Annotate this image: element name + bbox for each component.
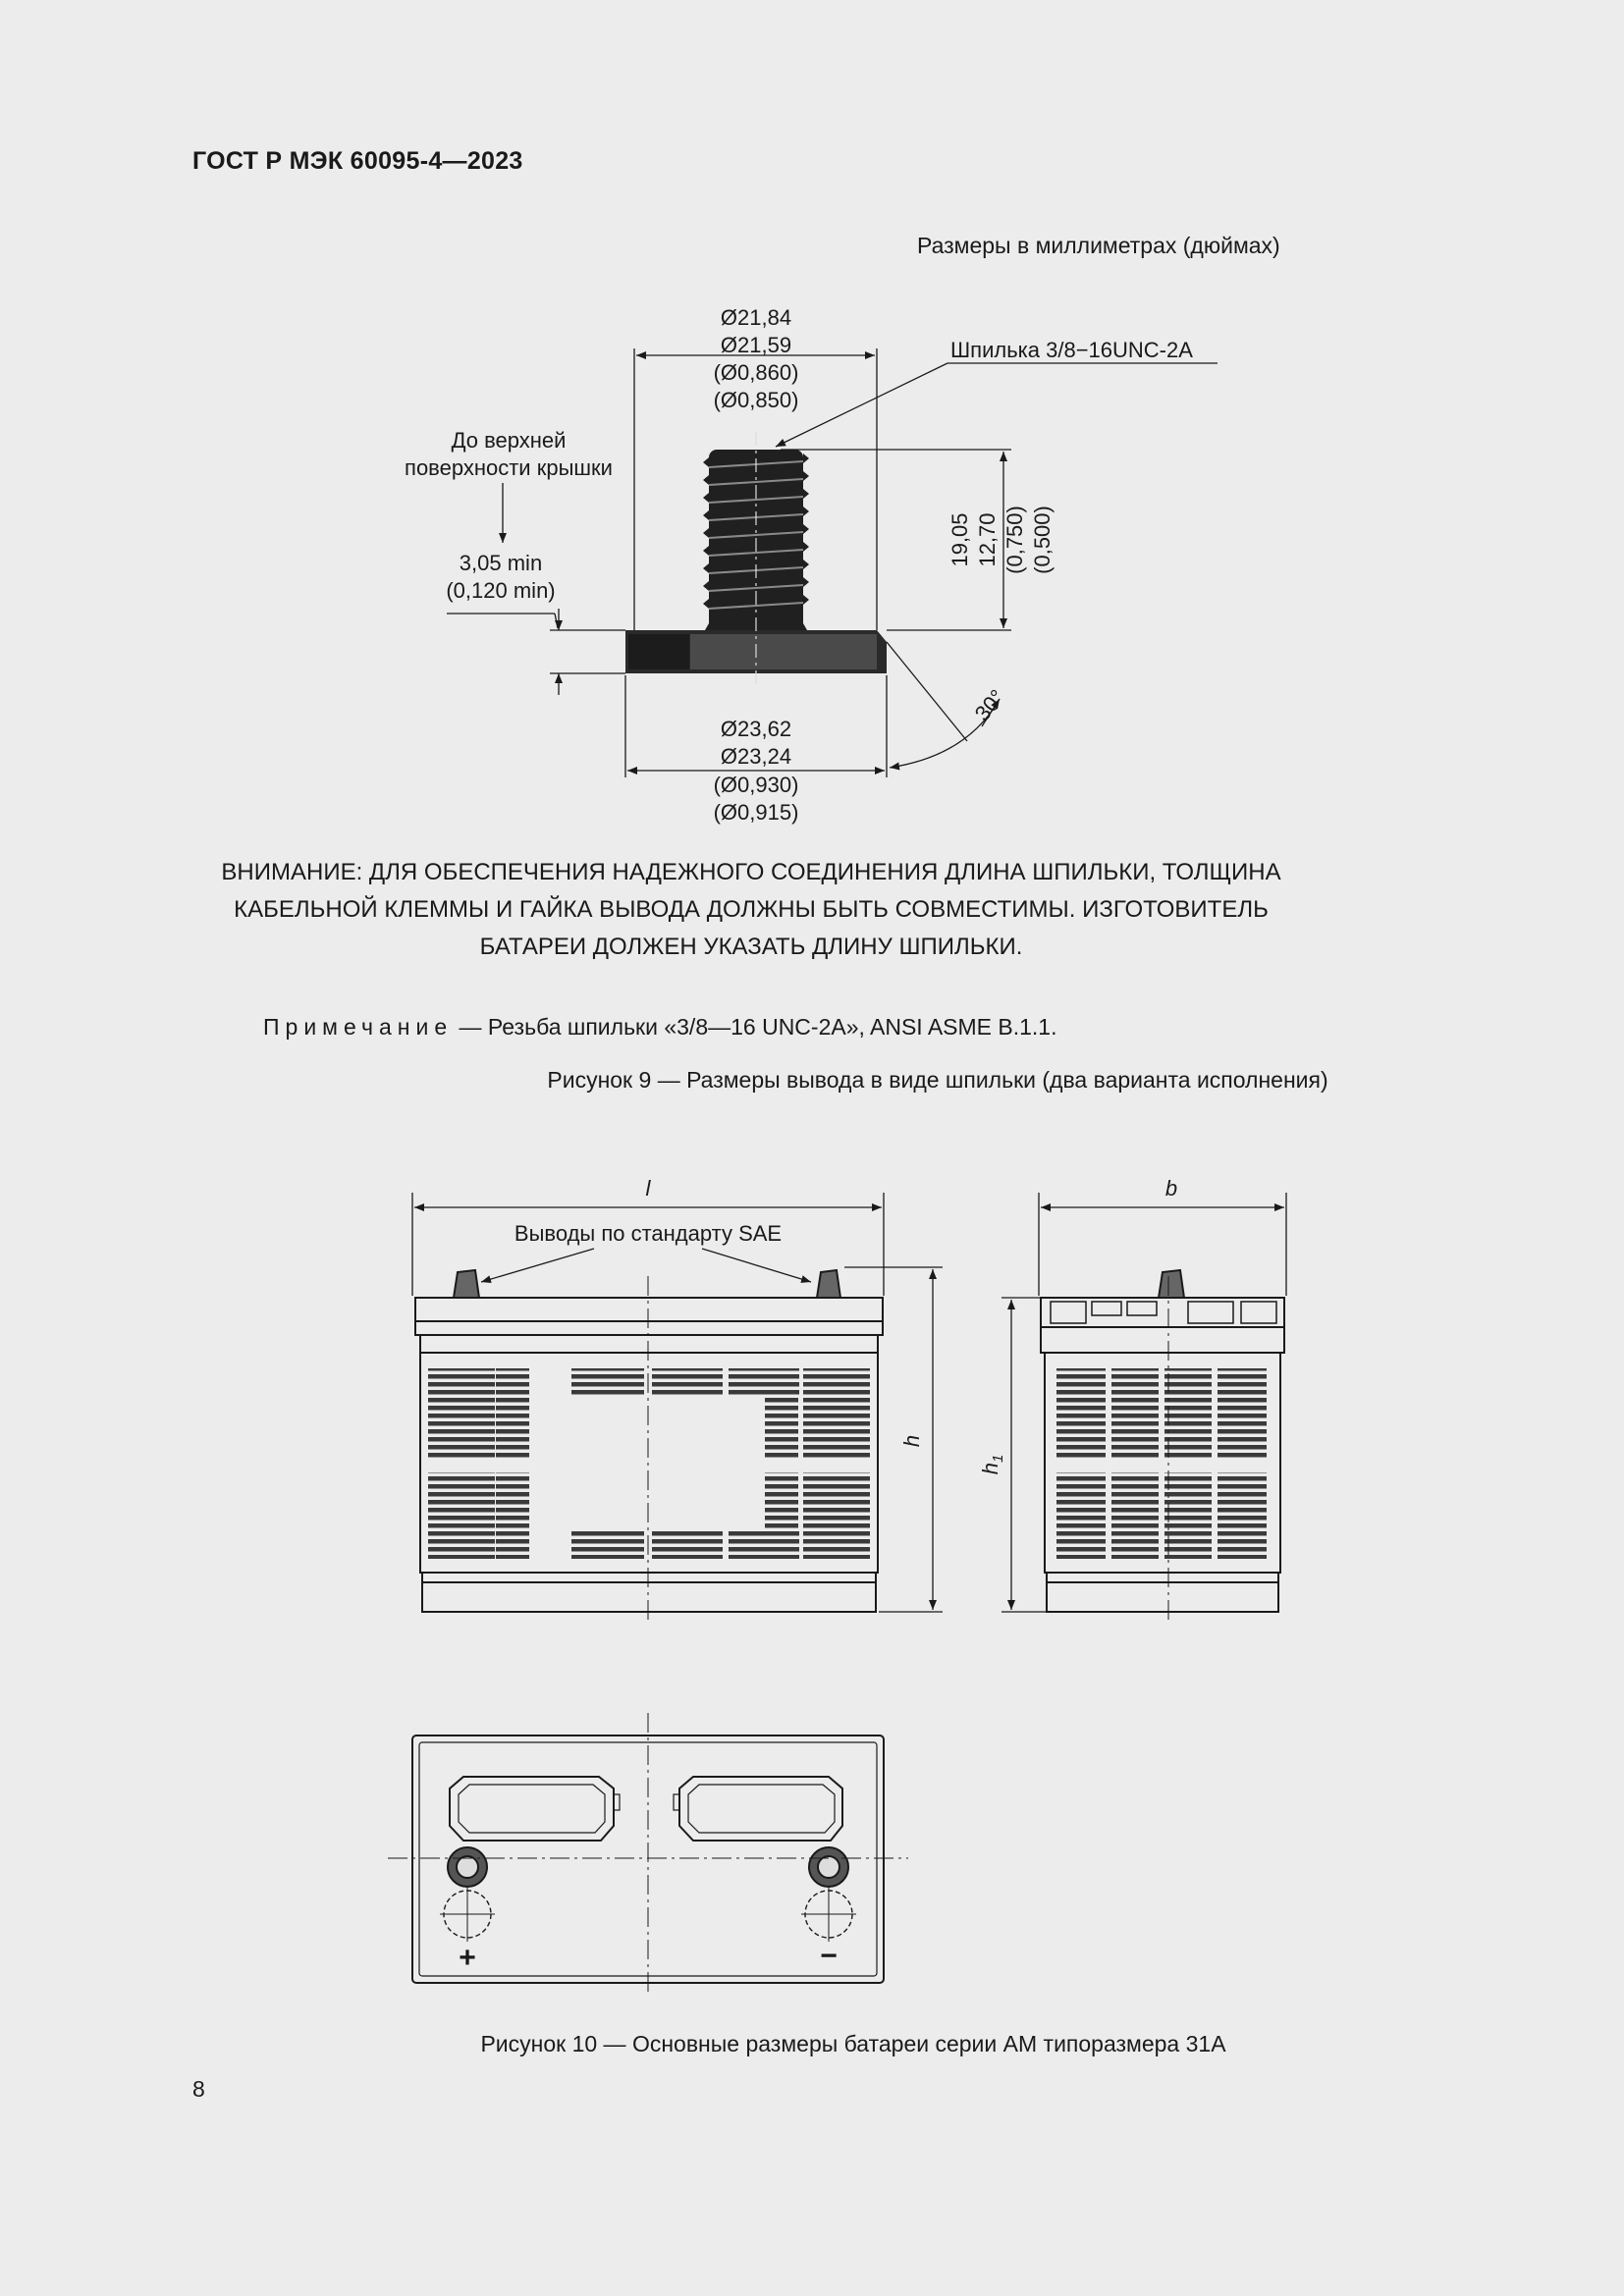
terminals-label: Выводы по стандарту SAE — [514, 1221, 783, 1246]
figure9-caption: Рисунок 9 — Размеры вывода в виде шпильки (два варианта исполнения) — [547, 1067, 1328, 1093]
cover-label-line1: До верхней — [451, 428, 567, 453]
base-diameter-dimension — [625, 675, 887, 825]
top-diameter-3: (Ø0,860) — [713, 360, 799, 385]
figure9-note — [263, 1014, 1056, 1041]
figure10-caption: Рисунок 10 — Основные размеры батареи серии AM типоразмера 31A — [480, 2031, 1226, 2056]
height1-dimension — [978, 1298, 1047, 1612]
height1-subscript: 1 — [990, 1454, 1006, 1464]
page-number: 8 — [192, 2076, 205, 2102]
top-diameter-2: Ø21,59 — [720, 333, 792, 357]
base-diameter-4: (Ø0,915) — [713, 800, 799, 825]
base-diameter-3: (Ø0,930) — [713, 773, 799, 797]
side-vent-pattern — [1056, 1368, 1267, 1559]
document-header: ГОСТ Р МЭК 60095-4—2023 — [192, 147, 523, 175]
units-note: Размеры в миллиметрах (дюймах) — [917, 233, 1280, 258]
base-diameter-2: Ø23,24 — [720, 744, 792, 769]
figure10-drawing — [0, 1158, 1624, 2012]
min-height-line2: (0,120 min) — [446, 578, 556, 603]
figure9-drawing — [0, 0, 1624, 844]
positive-terminal-sign: + — [459, 1942, 476, 1974]
terminal-stud — [625, 432, 887, 687]
stud-label: Шпилька 3/8−16UNC-2A — [950, 338, 1193, 362]
front-vent-pattern — [428, 1368, 870, 1559]
top-diameter-1: Ø21,84 — [720, 305, 792, 330]
angle-label: 30° — [969, 684, 1010, 726]
length-label: l — [645, 1176, 651, 1201]
base-diameter-1: Ø23,62 — [720, 717, 792, 741]
negative-terminal-sign: − — [820, 1940, 838, 1972]
top-diameter-4: (Ø0,850) — [713, 388, 799, 412]
stud-height-in-a: (0,750) — [1002, 506, 1027, 574]
stud-height-mm-a: 19,05 — [947, 512, 972, 567]
stud-leader — [776, 338, 1218, 447]
height-label: h — [899, 1434, 924, 1448]
width-label: b — [1164, 1176, 1178, 1201]
cover-label-line2: поверхности крышки — [405, 455, 613, 480]
note-label: Примечание — [263, 1014, 454, 1040]
warning-text: ВНИМАНИЕ: ДЛЯ ОБЕСПЕЧЕНИЯ НАДЕЖНОГО СОЕДИНЕНИЯ ДЛИНА ШПИЛЬКИ, ТОЛЩИНА КАБЕЛЬНОЙ КЛЕММЫ И ГАЙКА ВЫВОДА ДОЛЖНЫ БЫТЬ СОВМЕСТИМЫ. ИЗГОТОВИТЕЛЬ БАТАРЕИ ДОЛЖЕН УКАЗАТЬ ДЛИНУ ШПИЛЬКИ. — [221, 859, 1281, 960]
height1-label: $h_1$ — [978, 1454, 1006, 1475]
min-height-line1: 3,05 min — [459, 551, 543, 575]
stud-height-mm-b: 12,70 — [975, 512, 1000, 567]
cover-reference — [405, 428, 625, 695]
angle-dimension — [887, 642, 1009, 768]
note-text: — Резьба шпильки «3/8—16 UNC-2A», ANSI ASME B.1.1. — [453, 1014, 1057, 1040]
terminals-leader — [481, 1221, 811, 1282]
stud-height-dimension — [781, 450, 1055, 630]
stud-height-in-b: (0,500) — [1030, 506, 1055, 574]
